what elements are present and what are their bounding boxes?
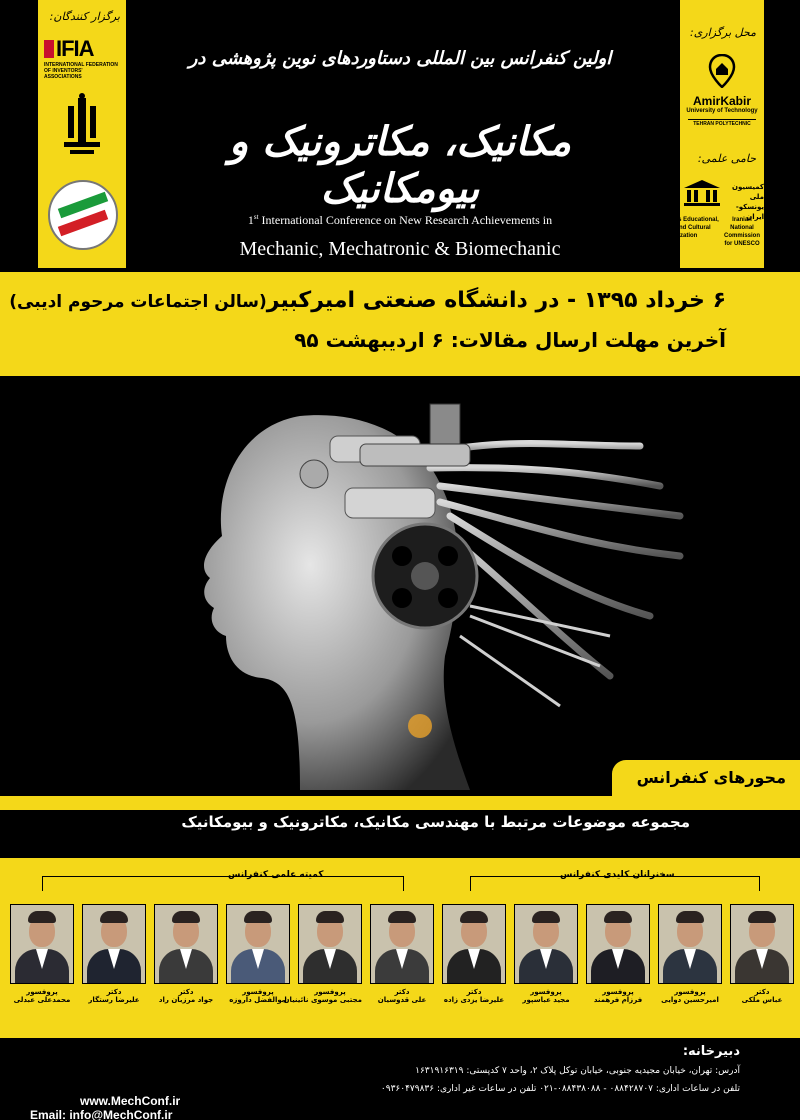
secretariat-title: دبیرخانه: bbox=[682, 1044, 740, 1059]
portrait-photo bbox=[226, 904, 290, 984]
date-venue bbox=[9, 288, 726, 313]
person-name: علیرضا رستگار bbox=[88, 996, 140, 1004]
person-title: دکتر bbox=[754, 988, 770, 996]
organizers-caption: برگزار کنندگان: bbox=[49, 10, 120, 23]
speakers-bracket bbox=[470, 876, 760, 891]
address: آدرس: تهران، خیابان مجیدیه جنوبی، خیابان توکل پلاک ۲، واحد ۷ کد‌پستی: ۱۶۳۱۹۱۶۳۱۹ bbox=[415, 1066, 740, 1076]
unesco-temple-icon bbox=[682, 178, 722, 208]
conference-title-en-text: International Conference on New Research Achievements in bbox=[261, 213, 553, 227]
conference-topics-en: Mechanic, Mechatronic & Biomechanic bbox=[239, 238, 561, 260]
venue-hall: (سالن اجتماعات مرحوم ادیبی) bbox=[9, 292, 267, 312]
person-card bbox=[514, 904, 578, 1004]
portrait-photo bbox=[442, 904, 506, 984]
axis-title: محورهای کنفرانس bbox=[612, 760, 800, 796]
amirkabir-subtitle: University of Technology bbox=[686, 108, 758, 114]
date-band bbox=[0, 272, 800, 376]
footer bbox=[0, 1038, 800, 1120]
portrait-photo bbox=[370, 904, 434, 984]
person-card bbox=[730, 904, 794, 1004]
date-text: ۶ خرداد ۱۳۹۵ - در دانشگاه صنعتی امیرکبیر bbox=[266, 288, 726, 313]
amirkabir-polytechnic: TEHRAN POLYTECHNIC bbox=[688, 119, 756, 127]
person-name: ابوالفضل داروزه bbox=[229, 996, 287, 1004]
amirkabir-name: AmirKabir bbox=[692, 94, 751, 108]
portrait-photo bbox=[514, 904, 578, 984]
unesco-organization: United Nations Educational, Scientific and Cultural Organization bbox=[639, 217, 719, 239]
portrait-photo bbox=[658, 904, 722, 984]
inventor-ir-logo bbox=[48, 180, 118, 250]
ordinal-number: 1 bbox=[247, 213, 254, 227]
person-name: امیرحسین دوایی bbox=[661, 996, 719, 1004]
person-name: فرزام فرهمند bbox=[593, 996, 643, 1004]
gear-icon bbox=[373, 524, 477, 628]
person-title: دکتر bbox=[178, 988, 194, 996]
person-card bbox=[658, 904, 722, 1004]
person-title: پروفسور bbox=[674, 988, 706, 996]
person-name: علیرضا یزدی زاده bbox=[443, 996, 505, 1004]
website-link[interactable]: www.MechConf.ir bbox=[80, 1094, 181, 1108]
conference-title-line1: اولین کنفرانس بین المللی دستاوردهای نوین پژوهشی در bbox=[188, 48, 612, 69]
person-name: محمدعلی عبدلی bbox=[13, 996, 71, 1004]
person-name: علی قدوسیان bbox=[377, 996, 427, 1004]
committee-bracket bbox=[42, 876, 404, 891]
person-card bbox=[10, 904, 74, 1004]
portrait-photo bbox=[730, 904, 794, 984]
person-card bbox=[586, 904, 650, 1004]
committee-section bbox=[0, 858, 800, 1038]
iran-national-commission: Iranian National Commission for UNESCO bbox=[723, 217, 760, 247]
person-name: مجتبی موسوی نائینیان bbox=[283, 996, 362, 1004]
person-card bbox=[283, 904, 362, 1004]
person-card bbox=[370, 904, 434, 1004]
sponsor-caption: حامی علمی: bbox=[697, 152, 756, 165]
person-name: جواد مرزبان راد bbox=[158, 996, 214, 1004]
location-pin-icon bbox=[708, 54, 736, 88]
portrait-photo bbox=[586, 904, 650, 984]
portrait-photo bbox=[82, 904, 146, 984]
unesco-commission-fa: کمیسیون ملی یونسکو-ایران bbox=[732, 183, 764, 221]
person-card bbox=[154, 904, 218, 1004]
host-strip bbox=[639, 0, 764, 268]
portrait-photo bbox=[154, 904, 218, 984]
robotic-head-illustration bbox=[0, 376, 800, 790]
person-name: مجید عباسپور bbox=[522, 996, 570, 1004]
portrait-photo bbox=[298, 904, 362, 984]
person-name: عباس ملکی bbox=[741, 996, 783, 1004]
person-title: پروفسور bbox=[242, 988, 274, 996]
ifia-logo bbox=[44, 36, 120, 80]
ifia-name: IFIA bbox=[56, 36, 94, 61]
person-title: پروفسور bbox=[602, 988, 634, 996]
ordinal-suffix: st bbox=[253, 213, 259, 221]
ifia-full-name: INTERNATIONAL FEDERATION OF INVENTORS' ASSOCIATIONS bbox=[44, 62, 118, 80]
person-title: پروفسور bbox=[26, 988, 58, 996]
axis-band bbox=[0, 796, 800, 810]
submission-deadline: آخرین مهلت ارسال مقالات: ۶ اردیبهشت ۹۵ bbox=[294, 328, 726, 352]
person-title: پروفسور bbox=[314, 988, 346, 996]
person-title: پروفسور bbox=[530, 988, 562, 996]
person-title: دکتر bbox=[106, 988, 122, 996]
axis-description: مجموعه موضوعات مرتبط با مهندسی مکانیک، مکاترونیک و بیومکانیک bbox=[181, 813, 690, 831]
organizers-strip bbox=[38, 0, 126, 268]
person-card bbox=[226, 904, 290, 1004]
person-title: دکتر bbox=[394, 988, 410, 996]
person-title: دکتر bbox=[466, 988, 482, 996]
email-link[interactable]: Email: info@MechConf.ir bbox=[30, 1108, 173, 1120]
phone-numbers: تلفن در ساعات اداری: ۰۸۸۴۲۸۷۰۷ - ۰۸۸۴۳۸۰۸۸-۰۲۱ تلفن در ساعات غیر اداری: ۰۹۳۶۰۴۷۹۸۳۶ bbox=[380, 1084, 740, 1094]
person-card bbox=[442, 904, 506, 1004]
conference-title-en bbox=[190, 213, 610, 228]
committee-label: کمیته علمی کنفرانس bbox=[228, 870, 324, 880]
ifia-bar-icon bbox=[44, 40, 54, 58]
person-card bbox=[82, 904, 146, 1004]
conference-title-main: مکانیک، مکاترونیک و بیومکانیک bbox=[228, 118, 571, 212]
host-caption: محل برگزاری: bbox=[690, 26, 756, 39]
portrait-photo bbox=[10, 904, 74, 984]
torch-emblem-icon bbox=[60, 92, 104, 156]
speakers-label: سخنرانان کلیدی کنفرانس bbox=[560, 870, 675, 880]
